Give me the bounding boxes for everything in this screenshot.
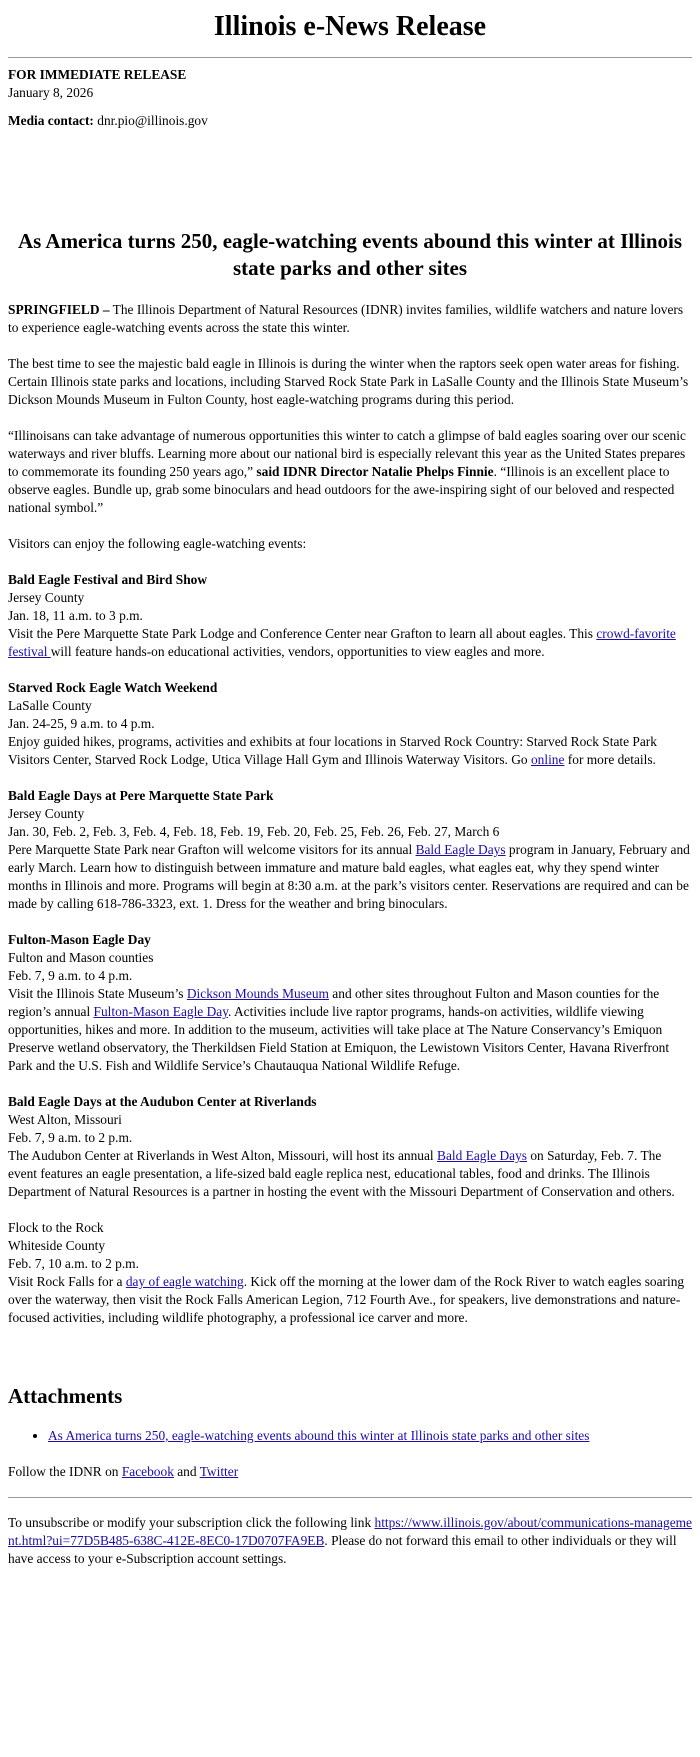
event-location: LaSalle County (8, 698, 92, 713)
event-description (8, 1147, 692, 1201)
event-time: Jan. 24-25, 9 a.m. to 4 p.m. (8, 716, 155, 731)
event-description (8, 733, 692, 769)
footer-text (8, 1514, 692, 1568)
media-contact (8, 112, 692, 130)
email-body (0, 10, 700, 1568)
headline: As America turns 250, eagle-watching events abound this winter at Illinois state parks and other sites (17, 229, 683, 280)
page-title: Illinois e-News Release (213, 11, 487, 42)
event-name: Bald Eagle Days at the Audubon Center at Riverlands (8, 1094, 317, 1109)
attachment-item (48, 1427, 692, 1445)
quote-attribution: said IDNR Director Natalie Phelps Finnie (253, 464, 494, 479)
event-fulton-mason (8, 931, 692, 1075)
footer-text-b: . Please do not forward this email to other individuals or they will have access to your e-Subscription account settings. (8, 1533, 677, 1566)
event-location: Fulton and Mason counties (8, 950, 154, 965)
event-description (8, 985, 692, 1075)
attachments-heading: Attachments (8, 1384, 123, 1408)
follow-text: Follow the IDNR on (8, 1464, 122, 1479)
release-label: FOR IMMEDIATE RELEASE (8, 67, 187, 82)
dickson-mounds-museum-link[interactable]: Dickson Mounds Museum (186, 986, 329, 1001)
paragraph-intro (8, 301, 692, 337)
desc-text: Visit Rock Falls for a (8, 1274, 126, 1289)
top-divider (8, 57, 692, 58)
desc-text: on Saturday, Feb. 7. The event features an eagle presentation, a life-sized bald eagle replica nest, educational tables, food and drinks. The Illinois Department of Natural Resources is a partner in hosting the event with the Missouri Department of Conservation and others. (8, 1148, 675, 1199)
desc-text: . Activities include live raptor programs, hands-on activities, wildlife viewing opportunities, hikes and more. In addition to the museum, activities will take place at The Nature Conservancy’s Emiquon Preserve wetland observatory, the Therkildsen Field Station at Emiquon, the Lewistown Visitors Center, Havana Riverfront Park and the U.S. Fish and Wildlife Service’s Chautauqua National Wildlife Refuge. (8, 1004, 670, 1073)
event-bald-eagle-festival (8, 571, 692, 661)
event-flock-to-the-rock (8, 1219, 692, 1327)
day-of-eagle-watching-link[interactable]: day of eagle watching (125, 1274, 244, 1289)
attachment-link[interactable]: As America turns 250, eagle-watching events abound this winter at Illinois state parks and other sites (48, 1428, 590, 1443)
dateline: SPRINGFIELD – (8, 302, 110, 317)
twitter-link[interactable]: Twitter (199, 1464, 239, 1479)
desc-text: program in January, February and early March. Learn how to distinguish between immature and mature bald eagles, what eagles eat, why they spend winter months in Illinois and more. Programs will begin at 8:30 a.m. at the park’s visitors center. Reservations are required and can be made by calling 618-786-3323, ext. 1. Dress for the weather and bring binoculars. (8, 842, 690, 911)
facebook-link[interactable]: Facebook (121, 1464, 174, 1479)
desc-text: The Audubon Center at Riverlands in West Alton, Missouri, will host its annual (8, 1148, 438, 1163)
release-date: January 8, 2026 (8, 85, 94, 100)
quote-b: . “Illinois is an excellent place to observe eagles. Bundle up, grab some binoculars and head outdoors for the awe-inspiring sight of our beloved and respected national symbol.” (8, 464, 675, 515)
event-time: Jan. 30, Feb. 2, Feb. 3, Feb. 4, Feb. 18, Feb. 19, Feb. 20, Feb. 25, Feb. 26, Feb. 27, March 6 (8, 824, 500, 839)
paragraph-4: Visitors can enjoy the following eagle-watching events: (8, 536, 307, 551)
audubon-bald-eagle-days-link[interactable]: Bald Eagle Days (437, 1148, 528, 1163)
event-name: Starved Rock Eagle Watch Weekend (8, 680, 218, 695)
event-starved-rock (8, 679, 692, 769)
event-name: Flock to the Rock (8, 1220, 104, 1235)
desc-text: for more details. (564, 752, 656, 767)
footer-divider (8, 1497, 692, 1498)
event-description (8, 841, 692, 913)
crowd-favorite-festival-link[interactable]: crowd-favorite festival (8, 626, 676, 659)
subscription-management-link[interactable]: https://www.illinois.gov/about/communications-management.html?ui=77D5B485-638C-412E-8EC0-17D0707FA9EB (8, 1515, 692, 1548)
event-name: Bald Eagle Days at Pere Marquette State Park (8, 788, 274, 803)
event-time: Feb. 7, 9 a.m. to 4 p.m. (8, 968, 133, 983)
media-contact-email: dnr.pio@illinois.gov (97, 113, 208, 128)
release-info (8, 66, 692, 130)
online-link[interactable]: online (530, 752, 565, 767)
media-contact-label: Media contact: (8, 113, 94, 128)
follow-and: and (173, 1464, 200, 1479)
event-time: Feb. 7, 9 a.m. to 2 p.m. (8, 1130, 133, 1145)
paragraph-quote (8, 427, 692, 517)
desc-text: and other sites throughout Fulton and Mason counties for the region’s annual (8, 986, 660, 1019)
attachments-list (8, 1427, 692, 1445)
desc-text: . Kick off the morning at the lower dam of the Rock River to watch eagles soaring over the waterway, then visit the Rock Falls American Legion, 712 Fourth Ave., for speakers, live demonstrations and nature-focused activities, including wildlife photography, a professional ice carver and more. (8, 1274, 685, 1325)
event-name: Fulton-Mason Eagle Day (8, 932, 151, 947)
event-description (8, 1273, 692, 1327)
quote-a: “Illinoisans can take advantage of numerous opportunities this winter to catch a glimpse of bald eagles soaring over our scenic waterways and river bluffs. Learning more about our national bird is especially relevant this year as the United States prepares to commemorate its founding 250 years ago,” (8, 428, 686, 479)
intro-text: The Illinois Department of Natural Resources (IDNR) invites families, wildlife watchers and nature lovers to experience eagle-watching events across the state this winter. (8, 302, 684, 335)
desc-text: Visit the Pere Marquette State Park Lodge and Conference Center near Grafton to learn all about eagles. This (8, 626, 597, 641)
paragraph-2: The best time to see the majestic bald eagle in Illinois is during the winter when the raptors seek open water areas for fishing. Certain Illinois state parks and locations, including Starved Rock State Park in LaSalle County and the Illinois State Museum’s Dickson Mounds Museum in Fulton County, host eagle-watching programs during this period. (8, 356, 689, 407)
event-description (8, 625, 692, 661)
event-name: Bald Eagle Festival and Bird Show (8, 572, 208, 587)
desc-text: Visit the Illinois State Museum’s (8, 986, 187, 1001)
follow-line (8, 1463, 692, 1481)
fulton-mason-eagle-day-link[interactable]: Fulton-Mason Eagle Day (93, 1004, 229, 1019)
footer-text-a: To unsubscribe or modify your subscription click the following link (8, 1515, 375, 1530)
event-time: Jan. 18, 11 a.m. to 3 p.m. (8, 608, 143, 623)
event-location: Jersey County (8, 806, 85, 821)
event-time: Feb. 7, 10 a.m. to 2 p.m. (8, 1256, 139, 1271)
desc-text: Pere Marquette State Park near Grafton will welcome visitors for its annual (8, 842, 416, 857)
event-audubon-riverlands (8, 1093, 692, 1201)
event-location: West Alton, Missouri (8, 1112, 122, 1127)
event-pere-marquette (8, 787, 692, 913)
event-location: Whiteside County (8, 1238, 106, 1253)
bald-eagle-days-link[interactable]: Bald Eagle Days (415, 842, 506, 857)
event-location: Jersey County (8, 590, 85, 605)
desc-text: will feature hands-on educational activities, vendors, opportunities to view eagles and more. (50, 644, 545, 659)
desc-text: Enjoy guided hikes, programs, activities and exhibits at four locations in Starved Rock Country: Starved Rock State Park Visitors Center, Starved Rock Lodge, Utica Village Hall Gym and Illinois Waterway Visitors. Go (8, 734, 657, 767)
